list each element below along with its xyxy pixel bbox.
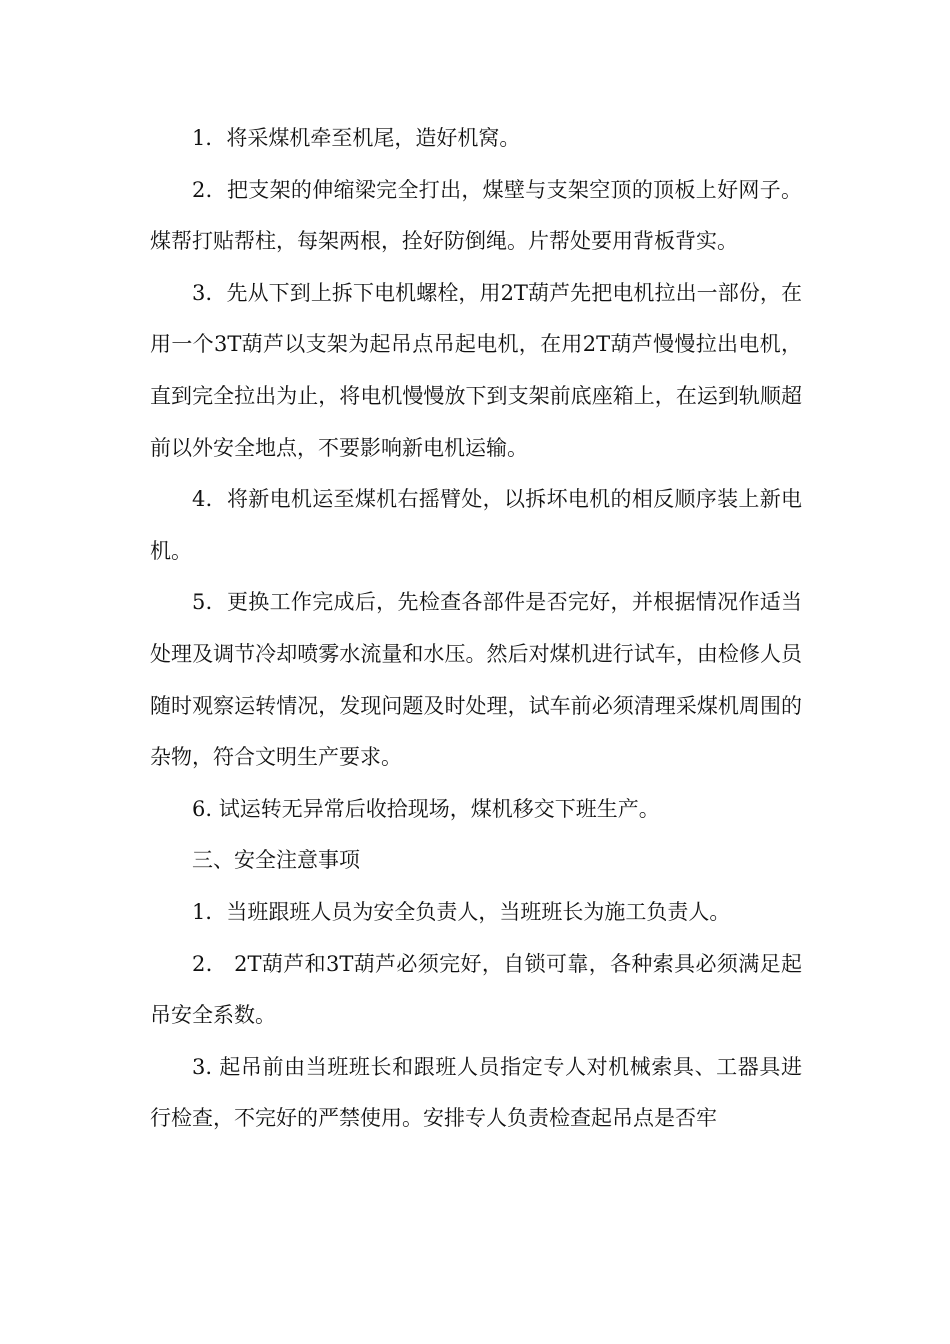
section-heading-safety: 三、安全注意事项 xyxy=(192,848,360,873)
paragraph-safety-3: 3. 起吊前由当班班长和跟班人员指定专人对机械索具、工器具进行检查，不完好的严禁使用。安排专人负责检查起吊点是否牢 xyxy=(150,1054,802,1131)
paragraph-safety-1: 1．当班跟班人员为安全负责人，当班班长为施工负责人。 xyxy=(192,899,731,924)
paragraph-step-1: 1．将采煤机牵至机尾，造好机窝。 xyxy=(192,126,521,150)
paragraph-step-6: 6. 试运转无异常后收拾现场，煤机移交下班生产。 xyxy=(192,796,660,821)
paragraph-step-5: 5．更换工作完成后，先检查各部件是否完好，并根据情况作适当处理及调节冷却喷雾水流量和水压。然后对煤机进行试车，由检修人员随时观察运转情况，发现问题及时处理，试车前必须清理采煤机周围的杂物，符合文明生产要求。 xyxy=(150,590,802,770)
paragraph-step-2: 2．把支架的伸缩梁完全打出，煤壁与支架空顶的顶板上好网子。煤帮打贴帮柱，每架两根，拴好防倒绳。片帮处要用背板背实。 xyxy=(150,177,802,254)
document-body xyxy=(150,113,802,1145)
paragraph-step-4: 4．将新电机运至煤机右摇臂处，以拆坏电机的相反顺序装上新电机。 xyxy=(150,487,802,563)
paragraph-safety-2: 2． 2T葫芦和3T葫芦必须完好，自锁可靠，各种索具必须满足起吊安全系数。 xyxy=(150,951,802,1028)
paragraph-step-3: 3．先从下到上拆下电机螺栓，用2T葫芦先把电机拉出一部份，在用一个3T葫芦以支架为起吊点吊起电机，在用2T葫芦慢慢拉出电机，直到完全拉出为止，将电机慢慢放下到支架前底座箱上，在运到轨顺超前以外安全地点，不要影响新电机运输。 xyxy=(150,280,802,460)
